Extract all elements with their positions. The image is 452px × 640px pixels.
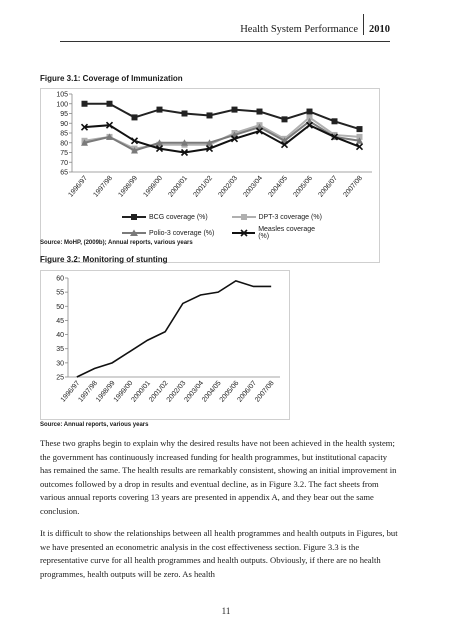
legend-label-measles: Measles coverage (%) xyxy=(258,226,316,240)
immunization-x-tick-label: 2001/02 xyxy=(192,174,215,199)
page-number: 11 xyxy=(221,606,231,616)
stunting-y-tick-label: 40 xyxy=(56,332,64,340)
legend-label-dpt3: DPT-3 coverage (%) xyxy=(258,213,322,221)
immunization-y-tick-label: 95 xyxy=(60,111,68,118)
immunization-y-tick-label: 105 xyxy=(56,91,68,99)
running-header xyxy=(240,14,390,35)
header-rule xyxy=(60,41,390,42)
stunting-x-tick-label: 2006/07 xyxy=(236,379,259,404)
figure-2-source: Source: Annual reports, various years xyxy=(40,422,149,428)
header-title: Health System Performance xyxy=(240,24,358,35)
immunization-x-tick-label: 2007/08 xyxy=(342,174,365,199)
stunting-y-tick-label: 25 xyxy=(56,374,64,382)
immunization-y-tick-label: 100 xyxy=(56,101,68,109)
immunization-series-0-point xyxy=(232,107,238,113)
stunting-x-tick-label: 1996/97 xyxy=(59,379,82,404)
stunting-chart-svg xyxy=(40,270,290,420)
immunization-y-tick-label: 65 xyxy=(60,169,68,177)
immunization-x-tick-label: 2005/06 xyxy=(292,174,315,199)
legend-item-dpt3 xyxy=(232,213,328,221)
stunting-x-tick-label: 2002/03 xyxy=(165,379,188,404)
stunting-x-tick-label: 1997/98 xyxy=(77,379,100,404)
legend-item-polio3 xyxy=(122,226,218,240)
legend-swatch-measles xyxy=(232,229,256,237)
immunization-y-tick-label: 85 xyxy=(60,130,68,138)
immunization-series-0-line xyxy=(85,104,360,129)
immunization-x-tick-label: 1997/98 xyxy=(92,174,115,199)
figure-2-title: Figure 3.2: Monitoring of stunting xyxy=(40,255,168,264)
stunting-y-tick-label: 35 xyxy=(56,346,64,354)
stunting-y-tick-label: 45 xyxy=(56,317,64,325)
stunting-x-tick-label: 2000/01 xyxy=(130,379,153,404)
legend-swatch-bcg xyxy=(122,213,146,221)
immunization-y-tick-label: 75 xyxy=(60,150,68,157)
stunting-x-tick-label: 2005/06 xyxy=(218,379,241,404)
stunting-x-tick-label: 1999/00 xyxy=(112,379,135,404)
immunization-series-0-point xyxy=(207,112,213,118)
immunization-series-0-point xyxy=(257,109,263,115)
immunization-series-0-point xyxy=(157,107,163,113)
legend-label-bcg: BCG coverage (%) xyxy=(149,213,208,221)
immunization-series-0-point xyxy=(282,116,288,122)
figure-1-source: Source: MoHP, (2009b); Annual reports, various years xyxy=(40,240,193,246)
stunting-x-tick-label: 2003/04 xyxy=(183,379,206,404)
immunization-x-tick-label: 2002/03 xyxy=(217,174,240,199)
immunization-series-0-point xyxy=(82,101,88,107)
stunting-x-tick-label: 2001/02 xyxy=(148,379,170,404)
immunization-series-0-point xyxy=(182,111,188,117)
stunting-y-tick-label: 30 xyxy=(56,360,64,368)
immunization-y-tick-label: 70 xyxy=(60,159,68,167)
stunting-y-tick-label: 60 xyxy=(56,275,64,283)
legend-item-measles xyxy=(232,226,328,240)
header-year: 2010 xyxy=(363,14,390,35)
legend-swatch-dpt3 xyxy=(232,213,256,221)
immunization-x-tick-label: 1996/97 xyxy=(67,174,90,199)
immunization-x-tick-label: 2000/01 xyxy=(167,174,190,199)
immunization-x-tick-label: 1998/99 xyxy=(117,174,140,199)
figure-1-title: Figure 3.1: Coverage of Immunization xyxy=(40,74,183,83)
immunization-x-tick-label: 1999/00 xyxy=(142,174,165,199)
paragraph-1: These two graphs begin to explain why the desired results have not been achieved in the health system; the government has continuously increased funding for health programmes, but institutional capacity has remained the same. The health results are remarkably consistent, showing an initial improvement in outcomes followed by a drop in results and eventual decline, as in Figure 3.2. The fact sheets from various annual reports covering 13 years are presented in appendix A, and they bear out the same conclusion. xyxy=(40,438,397,516)
immunization-x-tick-label: 2006/07 xyxy=(317,174,340,199)
immunization-series-0-point xyxy=(332,118,338,124)
stunting-x-tick-label: 2007/08 xyxy=(254,379,276,404)
paragraph-2: It is difficult to show the relationships between all health programmes and health outputs in Figures, but we have presented an econometric analysis in the cost effectiveness section. Figure 3.3 is the representative curve for all health programmes and health outputs. Obviously, if there are no health programmes, health outputs will be zero. As health xyxy=(40,528,398,579)
stunting-series-0-line xyxy=(77,281,271,377)
stunting-y-tick-label: 55 xyxy=(56,289,64,297)
immunization-series-0-point xyxy=(307,109,313,115)
immunization-y-tick-label: 90 xyxy=(60,120,68,128)
stunting-chart xyxy=(40,270,290,420)
immunization-series-0-point xyxy=(357,126,363,132)
immunization-x-tick-label: 2004/05 xyxy=(267,174,290,199)
immunization-series-0-point xyxy=(132,114,138,120)
body-text xyxy=(40,437,400,590)
stunting-y-tick-label: 50 xyxy=(56,303,64,311)
immunization-series-0-point xyxy=(107,101,113,107)
stunting-x-tick-label: 1998/99 xyxy=(95,379,117,404)
legend-label-polio3: Polio-3 coverage (%) xyxy=(149,229,215,237)
immunization-x-tick-label: 2003/04 xyxy=(242,174,265,199)
stunting-x-tick-label: 2004/05 xyxy=(201,379,223,404)
legend-swatch-polio3 xyxy=(122,229,146,237)
legend-item-bcg xyxy=(122,213,218,221)
immunization-y-tick-label: 80 xyxy=(60,140,68,148)
